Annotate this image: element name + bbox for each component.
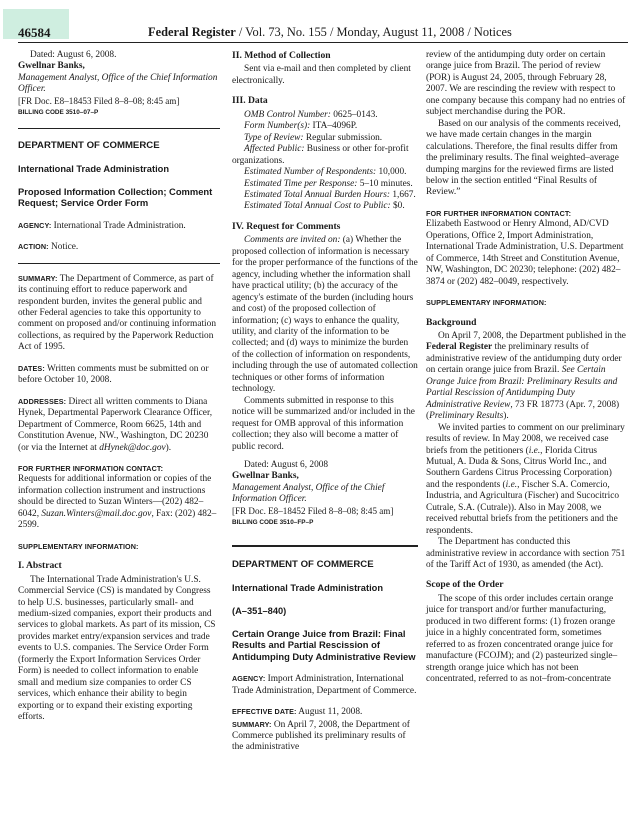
page-number: 46584: [18, 25, 51, 40]
invitation-text: We invited parties to comment on our preliminary results of review. In May 2008, we received case briefs from the petitioners (i.e., Florida Citrus Mutual, A. Duda & Sons, Citrus World Inc., and Southern Gardens Citrus Processing Corporation) and the respondents (i.e., Fischer S.A. Comercio, Industria, and Agricultura (Fischer) and Sucocitrico Cutrale, S.A. (Cutrale)). Also in May 2008, we received rebuttal briefs from the petitioners and the respondents.: [426, 422, 625, 536]
supplementary-label: SUPPLEMENTARY INFORMATION:: [18, 541, 139, 551]
summary-text: The Department of Commerce, as part of its continuing effort to reduce paperwork and respondent burden, invites the general public and other Federal agencies to take this opportunity to comment on proposed and/or continuing information collections, as required by the Paperwork Reduction Act of 1995.: [18, 273, 216, 353]
volume-issue: / Vol. 73, No. 155 / Monday, August 11, 2008 / Notices: [235, 25, 512, 39]
journal-name: Federal Register: [148, 25, 236, 39]
agency-block: [18, 220, 220, 232]
addresses-label: ADDRESSES:: [18, 396, 67, 406]
billing-code: BILLING CODE 3510–FP–P: [232, 519, 314, 527]
action-block: [18, 241, 220, 253]
comments-heading: IV. Request for Comments: [232, 220, 341, 232]
comments-text-2: Comments submitted in response to this notice will be summarized and/or included in the request for OMB approval of this information collection; they also will become a matter of public record.: [232, 395, 415, 452]
addresses-email[interactable]: dHynek@doc.gov: [99, 442, 166, 453]
fr-doc: [FR Doc. E8–18453 Filed 8–8–08; 8:45 am]: [18, 95, 180, 106]
ffi-text: Requests for additional information or copies of the information collection instrument and instructions should be directed to Suzan Winters—(202) 482–6042,: [18, 474, 212, 519]
separator: [18, 263, 220, 264]
summary-block: [18, 273, 220, 354]
data-heading: III. Data: [232, 95, 268, 107]
summary-block: SUMMARY: On April 7, 2008, the Department of Commerce published its preliminary results of the administrative: [232, 719, 410, 753]
agency-block: AGENCY: Import Administration, International Trade Administration, Department of Commerce.: [232, 674, 417, 696]
comments-text: Comments are invited on: (a) Whether the proposed collection of information is necessary for the proper performance of the functions of the agency, including whether the information shall have practical utility; (b) the accuracy of the agency's estimate of the burden (including hours and cost) of the proposed collection of information; (c) ways to enhance the quality, utility, and clarity of the information to be collected; and (d) ways to minimize the burden of the collection of information on respondents, including through the use of automated collection techniques or other forms of information technology.: [232, 235, 418, 395]
dated: Dated: August 6, 2008.: [30, 50, 117, 60]
abstract-heading: I. Abstract: [18, 560, 62, 572]
time-line: Estimated Time per Response: 5–10 minutes.: [244, 178, 413, 189]
hours-line: Estimated Total Annual Burden Hours: 1,667.: [244, 189, 416, 200]
summary-continued: review of the antidumping duty order on certain orange juice from Brazil. The period of review (POR) is August 24, 2005, through February 28, 2007. We are rescinding the review with respect to one company because this company had no entries of subject merchandise during the POR.: [426, 50, 626, 118]
omb-line: OMB Control Number: 0625–0143.: [244, 109, 378, 120]
public-line: Affected Public: Business or other for-profit organizations.: [232, 144, 409, 166]
addresses-text: Direct all written comments to Diana Hynek, Departmental Paperwork Clearance Officer, Department of Commerce, Room 6625, 14th and Constitution Avenue, NW., Washington, DC 20230 (or via the Internet at: [18, 396, 213, 453]
dated: Dated: August 6, 2008: [244, 459, 329, 470]
cost-line: Estimated Total Annual Cost to Public: $0.: [244, 201, 405, 212]
summary-label: SUMMARY:: [18, 273, 58, 283]
supplementary-label: SUPPLEMENTARY INFORMATION:: [426, 298, 547, 308]
conduct-text: The Department has conducted this administrative review in accordance with section 751 of the Tariff Act of 1930, as amended (the Act).: [426, 537, 626, 571]
action-label: ACTION:: [18, 242, 49, 252]
effective-date-block: EFFECTIVE DATE: August 11, 2008.: [232, 707, 363, 718]
column-2: [232, 50, 418, 754]
signer: Gwellnar Banks,: [232, 471, 299, 482]
department-heading: DEPARTMENT OF COMMERCE: [18, 139, 160, 151]
column-1: [18, 50, 220, 723]
page-header: [0, 0, 640, 44]
form-line: Form Number(s): ITA–4096P.: [244, 121, 358, 132]
ffi-text: Elizabeth Eastwood or Henry Almond, AD/CVD Operations, Office 2, Import Administration, International Trade Administration, U.S. Department of Commerce, 14th Street and Constitution Avenue, NW, Washington, DC 20230; telephone: (202) 482–3874 or (202) 482–0049, respectively.: [426, 219, 624, 287]
scope-text: The scope of this order includes certain orange juice for transport and/or further manufacturing, produced in two different forms: (1) frozen orange juice in a highly concentrated form, sometimes referred to as frozen concentrated orange juice for manufacture (FCOJM); and (2) pasteurized single–strength orange juice which has not been concentrated, referred to as not–from-concentrate: [426, 593, 618, 685]
document-title: Certain Orange Juice from Brazil: Final Results and Partial Rescission of Antidumping Duty Administrative Review: [232, 627, 416, 662]
method-text: Sent via e-mail and then completed by client electronically.: [232, 64, 411, 86]
agency-heading: International Trade Administration: [232, 582, 384, 593]
dates-text: Written comments must be submitted on or before October 10, 2008.: [18, 363, 209, 386]
signer-title: Management Analyst, Office of the Chief Information Officer.: [232, 482, 385, 505]
signer: Gwellnar Banks,: [18, 61, 85, 72]
analysis-text: Based on our analysis of the comments received, we have made certain changes in the margin calculations. Therefore, the final results differ from the preliminary results. The final weighted–average dumping margins for the reviewed firms are listed below in the section entitled “Final Results of Review.”: [426, 118, 621, 198]
docket-number: (A–351–840): [232, 605, 287, 616]
action-text: Notice.: [51, 242, 79, 253]
respondents-line: Estimated Number of Respondents: 10,000.: [244, 167, 407, 178]
review-line: Type of Review: Regular submission.: [244, 132, 383, 143]
department-heading: DEPARTMENT OF COMMERCE: [232, 558, 374, 570]
separator: [232, 545, 418, 547]
ffi-label: FOR FURTHER INFORMATION CONTACT:: [426, 208, 572, 218]
signer-title: Management Analyst, Office of the Chief Information Officer.: [18, 72, 218, 95]
agency-text: International Trade Administration.: [53, 220, 186, 231]
agency-label: AGENCY:: [18, 220, 52, 230]
addresses-block: ADDRESSES: Direct all written comments to Diana Hynek, Departmental Paperwork Clearance Officer, Department of Commerce, Room 6625, 14th and Constitution Avenue, NW., Washington, DC 20230 (or via the Internet at dHynek@doc.gov).: [18, 396, 213, 453]
background-text: On April 7, 2008, the Department published in the Federal Register the preliminary results of administrative review of the antidumping duty order on certain orange juice from Brazil. See Certain Orange Juice from Brazil: Preliminary Results and Partial Rescission of Antidumping Duty Administrative Review, 73 FR 18773 (Apr. 7, 2008) (Preliminary Results).: [426, 330, 626, 422]
method-heading: II. Method of Collection: [232, 50, 331, 61]
billing-code: BILLING CODE 3510–07–P: [18, 109, 99, 117]
column-3: [426, 50, 626, 686]
ffi-block: Requests for additional information or copies of the information collection instrument and instructions should be directed to Suzan Winters—(202) 482–6042, Suzan.Winters@mail.doc.gov, Fax: (202) 482–2599.: [18, 474, 217, 531]
dates-block: [18, 363, 220, 387]
ffi-label: FOR FURTHER INFORMATION CONTACT:: [18, 463, 164, 473]
document-title: Proposed Information Collection; Comment Request; Service Order Form: [18, 185, 213, 209]
journal-title: [148, 25, 512, 40]
ffi-email[interactable]: Suzan.Winters@mail.doc.gov: [41, 508, 152, 519]
fr-doc: [FR Doc. E8–18452 Filed 8–8–08; 8:45 am]: [232, 505, 394, 516]
scope-heading: Scope of the Order: [426, 579, 504, 591]
header-rule: [18, 42, 628, 43]
dates-label: DATES:: [18, 363, 45, 373]
agency-heading: International Trade Administration: [18, 163, 170, 174]
separator: [18, 128, 220, 129]
abstract-text: The International Trade Administration's U.S. Commercial Service (CS) is mandated by Congress to help U.S. businesses, particularly small- and medium-sized companies, export their products and services to global markets. As part of its mission, CS provides market entry/expansion services and trade events to U.S. companies. The Service Order Form (formerly the Export Information Services Order Form) is needed to collect information to enable small and medium size companies to order CS services, which enhance their ability to begin exporting or to expand their existing exporting efforts.: [18, 574, 216, 723]
background-heading: Background: [426, 316, 477, 328]
